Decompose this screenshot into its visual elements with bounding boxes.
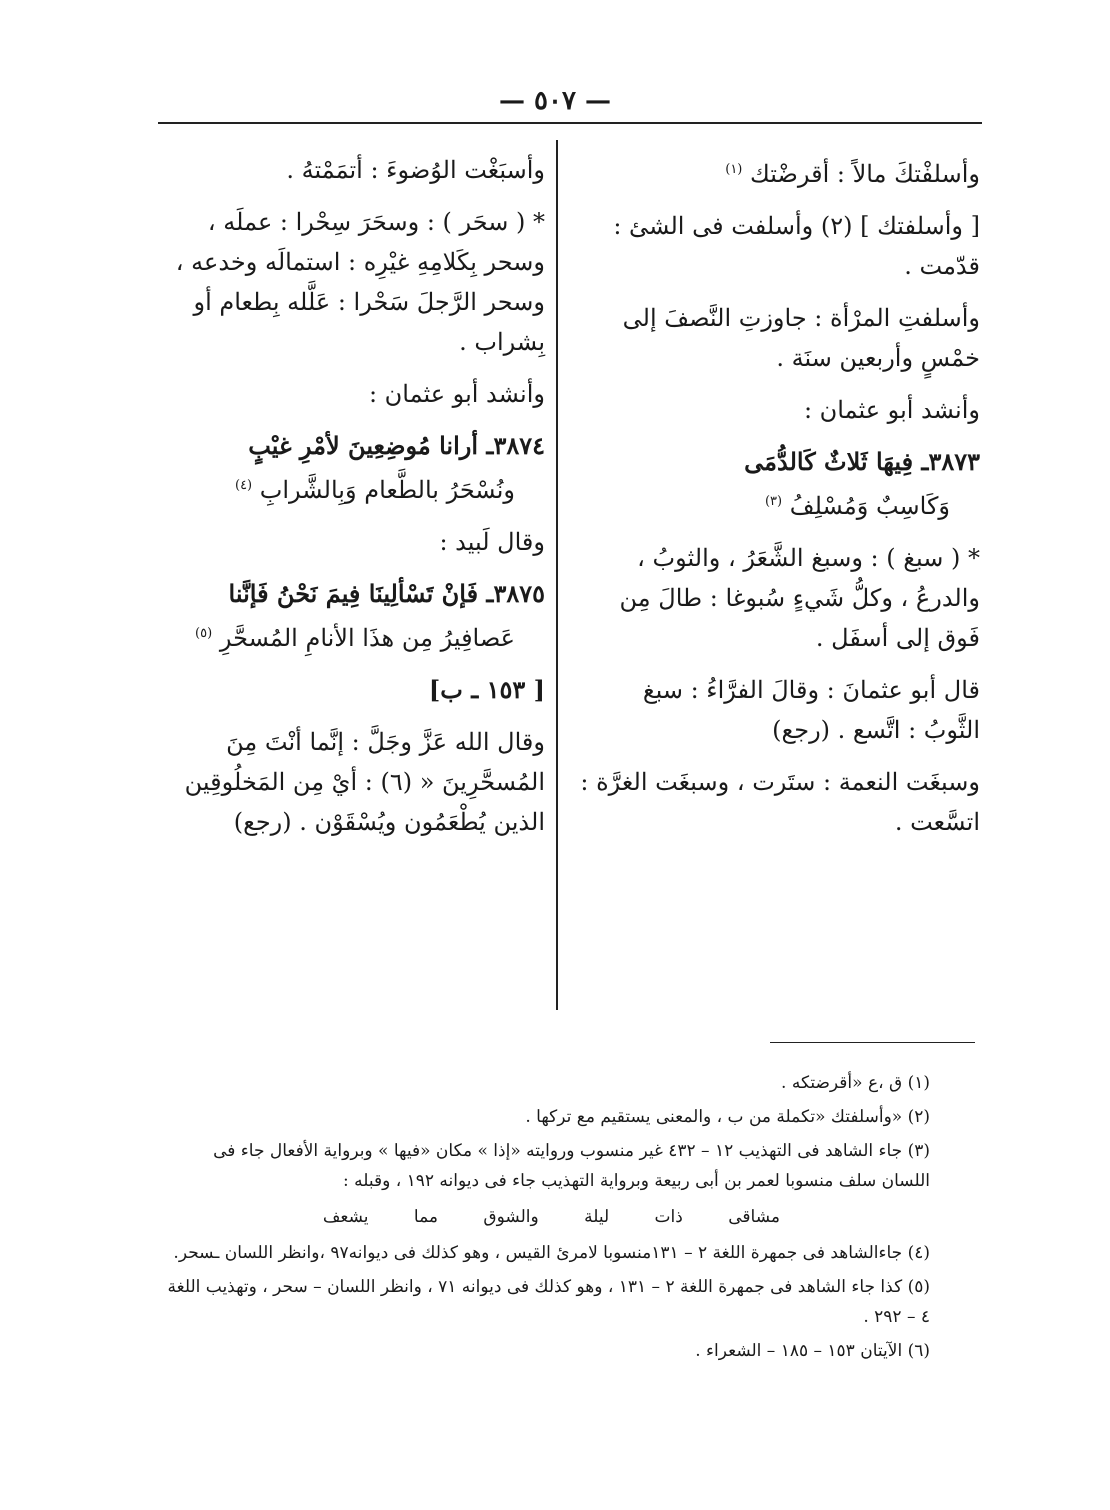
footnote-marker: (١) xyxy=(725,162,743,177)
entry-paragraph: وقال الله عَزَّ وجَلَّ : إنَّما أنْتَ مِنَ المُسحَّرِينَ « (٦) : أيْ مِن المَخلُوقِين الذين يُطْعَمُون ويُسْقَوْن . (رجع) xyxy=(184,728,545,836)
verse-line xyxy=(160,466,545,510)
footnote: (٦) الآيتان ١٥٣ – ١٨٥ – الشعراء . xyxy=(695,1341,930,1361)
entry-paragraph: * ( سبغ ) : وسبغ الشَّعَرُ ، والثوبُ ، والدرعُ ، وكلُّ شَيءٍ سُبوغا : طالَ مِن فَوق إلى أسفَل . xyxy=(619,544,980,652)
entry-paragraph xyxy=(580,150,980,194)
entry-paragraph: * ( سحَر ) : وسحَرَ سِحْرا : عملَه ، وسحر بِكَلامِهِ غيْرِه : استمالَه وخدعه ، وسحر الرَّجلَ سَحْرا : عَلَّله بِطعام أو بِشراب . xyxy=(175,208,545,356)
verse-line: ٣٨٧٥ـ فَإنْ تَسْألِينَا فِيمَ نَحْنُ فَإنَّنا xyxy=(228,579,545,608)
footnotes xyxy=(160,1068,930,1370)
verse-line-text: ونُسْحَرُ بالطَّعام وَبِالشَّرابِ xyxy=(259,476,515,504)
footnote-marker: (٤) xyxy=(234,478,253,493)
entry-paragraph: قال أبو عثمانَ : وقالَ الفرَّاءُ : سبغ الثَّوبُ : اتَّسع . (رجع) xyxy=(642,676,980,744)
entry-paragraph: وأسلفتِ المرْأة : جاوزتِ النَّصفَ إلى خمْسٍ وأربعين سنَة . xyxy=(622,304,980,372)
verse-3873 xyxy=(580,442,980,526)
verse-line-text: وَكَاسِبٌ وَمُسْلِفُ xyxy=(789,492,950,520)
verse-3874 xyxy=(160,426,545,510)
verse-line: ٣٨٧٤ـ أرانا مُوضِعِينَ لأمْرِ غيْبٍ xyxy=(248,431,545,460)
header-rule xyxy=(158,122,982,124)
footnote-rule xyxy=(770,1042,975,1043)
footnote: (٤) جاءالشاهد فى جمهرة اللغة ٢ – ١٣١منسوبا لامرئ القيس ، وهو كذلك فى ديوانه٩٧ ،وانظر اللسان ـسحر. xyxy=(173,1243,930,1263)
verse-line xyxy=(160,614,545,658)
footnote: (٢) «وأسلفتك «تكملة من ب ، والمعنى يستقيم مع تركها . xyxy=(525,1107,930,1127)
footnote: (٥) كذا جاء الشاهد فى جمهرة اللغة ٢ – ١٣١ ، وهو كذلك فى ديوانه ٧١ ، وانظر اللسان – سحر ، وتهذيب اللغة ٤ – ٢٩٢ . xyxy=(167,1277,930,1327)
footnote: (١) ق ،ع «أقرضتكه . xyxy=(781,1073,930,1093)
footnote-verse: مشاقى ذات ليلة والشوق مما يشعف xyxy=(322,1207,780,1227)
column-divider xyxy=(556,140,558,1010)
left-column xyxy=(160,150,545,854)
entry-paragraph: وقال لَبيد : xyxy=(439,528,545,556)
verse-line-text: عَصافِيرُ مِن هذَا الأنامِ المُسحَّرِ xyxy=(219,624,515,652)
entry-paragraph: وأنشد أبو عثمان : xyxy=(803,396,980,424)
right-column xyxy=(580,150,980,854)
entry-paragraph: [ وأسلفتك ] (٢) وأسلفت فى الشئ : قدّمت . xyxy=(613,212,980,280)
footnote-marker: (٥) xyxy=(195,626,213,641)
manuscript-folio-tag: [ ١٥٣ ـ ب] xyxy=(428,675,545,704)
footnote-marker: (٣) xyxy=(764,494,783,509)
page-number: — ٥٠٧ — xyxy=(498,86,612,116)
verse-3875 xyxy=(160,574,545,658)
verse-line: ٣٨٧٣ـ فِيهَا ثَلاثٌ كَالدُّمَى xyxy=(744,447,980,476)
footnote: (٣) جاء الشاهد فى التهذيب ١٢ – ٤٣٢ غير منسوب وروايته «إذا » مكان «فيها » وبرواية الأفعال جاء فى اللسان سلف منسوبا لعمر بن أبى ربيعة وبرواية التهذيب جاء فى ديوانه ١٩٢ ، وقبله : xyxy=(213,1141,930,1191)
verse-line xyxy=(580,482,980,526)
entry-text: وأسلفْتكَ مالاً : أقرضْتك xyxy=(750,160,980,188)
entry-paragraph: وسبغَت النعمة : ستَرت ، وسبغَت الغرَّة : اتسَّعت . xyxy=(580,768,980,836)
entry-paragraph: وأنشد أبو عثمان : xyxy=(368,380,545,408)
entry-paragraph: وأسبَغْت الوُضوءَ : أتمَمْتهُ . xyxy=(286,156,545,184)
